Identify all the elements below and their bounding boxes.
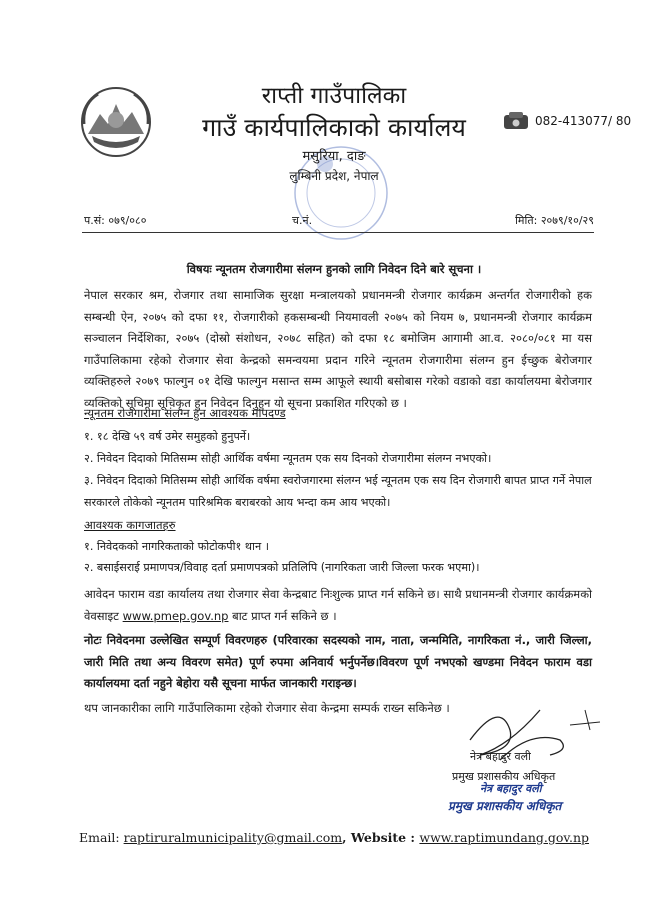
office-name: राप्ती गाउँपालिका — [261, 83, 407, 109]
website-label: , Website : — [342, 830, 420, 845]
document-item-1: १. निवेदकको नागरिकताको फोटोकपी१ थान । — [84, 540, 269, 553]
form-paragraph — [84, 584, 592, 627]
closing-paragraph: थप जानकारीका लागि गाउँपालिकामा रहेको रोजगार सेवा केन्द्रमा सम्पर्क राख्न सकिनेछ । — [84, 701, 450, 715]
phone-block — [503, 112, 631, 130]
documents-heading: आवश्यक कागजातहरु — [84, 518, 176, 532]
telephone-icon — [503, 112, 529, 130]
phone-number: 082-413077/ 80 — [535, 114, 632, 128]
signatory-name-stamp: नेत्र बहादुर वली — [480, 782, 542, 795]
email-link[interactable]: raptiruralmunicipality@gmail.com — [123, 830, 343, 845]
pmep-website-link[interactable]: www.pmep.gov.np — [122, 608, 229, 623]
address-line-1: मसुरिया, दाङ — [302, 149, 366, 164]
document-item-2: २. बसाईसराई प्रमाणपत्र/विवाह दर्ता प्रमाणपत्रको प्रतिलिपि (नागरिकता जारी जिल्ला फरक भएमा)। — [84, 561, 480, 574]
signatory-name: नेत्र बहादुर वली — [470, 750, 531, 763]
website-link[interactable]: www.raptimundang.gov.np — [419, 830, 590, 845]
criteria-item-2: २. निवेदन दिदाको मितिसम्म सोही आर्थिक वर्षमा न्यूनतम एक सय दिनको रोजगारीमा संलग्न नभएको। — [84, 452, 492, 465]
note-paragraph: नोटः निवेदनमा उल्लेखित सम्पूर्ण विवरणहरु (परिवारका सदस्यको नाम, नाता, जन्ममिति, नागरिकता नं., जारी जिल्ला, जारी मिति तथा अन्य विवरण समेत) पूर्ण रुपमा अनिवार्य भर्नुपर्नेछ।विवरण पूर्ण नभएको खण्डमा निवेदन फाराम वडा कार्यालयमा दर्ता नहुने बेहोरा यसै सूचना मार्फत जानकारी गराइन्छ। — [84, 633, 592, 690]
reference-number: प.सं: ०७९/०८० — [84, 214, 147, 227]
criteria-heading: न्यूनतम रोजगारीमा संलग्न हुन आवश्यक मापदण्ड — [84, 406, 286, 420]
form-paragraph-text: आवेदन फाराम वडा कार्यालय तथा रोजगार सेवा केन्द्रबाट निःशुल्क प्राप्त गर्न सकिने छ। साथै प्रधानमन्त्री रोजगार कार्यक्रमको वेवसाइट — [84, 587, 592, 623]
footer-contact — [0, 830, 668, 845]
email-label: Email: — [78, 830, 124, 845]
date: मिति: २०७९/१०/२९ — [515, 214, 594, 227]
header-divider — [82, 232, 594, 233]
form-paragraph-text-end: बाट प्राप्त गर्न सकिने छ । — [228, 608, 337, 623]
address-line-2: लुम्बिनी प्रदेश, नेपाल — [289, 169, 379, 183]
signatory-title: प्रमुख प्रशासकीय अधिकृत — [452, 770, 556, 783]
criteria-item-3: ३. निवेदन दिदाको मितिसम्म सोही आर्थिक वर्षमा स्वरोजगारमा संलग्न भई न्यूनतम एक सय दिन रोजगारी बापत प्राप्त गर्ने नेपाल सरकारले तोकेको न्यूनतम पारिश्रमिक बराबरको आय भन्दा कम आय भएको। — [84, 474, 592, 509]
dispatch-number: च.नं. — [292, 214, 313, 227]
subject-line: विषयः न्यूनतम रोजगारीमा संलग्न हुनको लागि निवेदन दिने बारे सूचना । — [186, 262, 482, 276]
reference-row — [82, 213, 594, 231]
criteria-item-1: १. १८ देखि ५९ वर्ष उमेर समुहको हुनुपर्ने। — [84, 430, 251, 443]
signatory-title-stamp: प्रमुख प्रशासकीय अधिकृत — [448, 799, 562, 813]
intro-paragraph: नेपाल सरकार श्रम, रोजगार तथा सामाजिक सुरक्षा मन्त्रालयको प्रधानमन्त्री रोजगार कार्यक्रम अन्तर्गत रोजगारीको हक सम्बन्धी ऐन, २०७५ को दफा ११, रोजगारीको हकसम्बन्धी नियमावली २०७५ को नियम ७, प्रधानमन्त्री रोजगार कार्यक्रम सञ्चालन निर्देशिका, २०७५ (दोस्रो संशोधन, २०७८ सहित) को दफा १८ बमोजिम आगामी आ.व. २०८०/०८१ मा यस गाउँपालिकामा रहेको रोजगार सेवा केन्द्रको समन्वयमा प्रदान गरिने न्यूनतम रोजगारीमा संलग्न हुन ईच्छुक बेरोजगार व्यक्तिहरुले २०७९ फाल्गुन ०१ देखि फाल्गुन मसान्त सम्म आफूले स्थायी बसोबास गरेको वडाको वडा कार्यालयमा बेरोजगार व्यक्तिको सूचिमा सूचिकृत हुन निवेदन दिनुहुन यो सूचना प्रकाशित गरिएको छ । — [84, 288, 592, 410]
office-title: गाउँ कार्यपालिकाको कार्यालय — [202, 113, 466, 142]
